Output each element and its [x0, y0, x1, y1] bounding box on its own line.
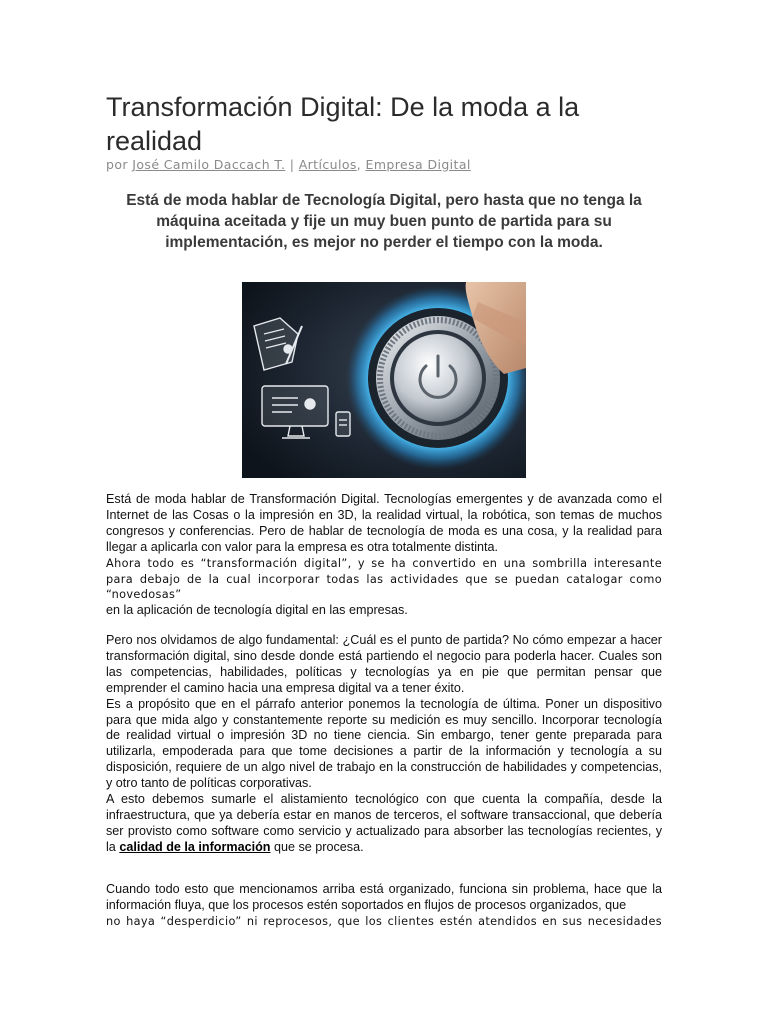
byline-separator: |	[285, 157, 299, 172]
paragraph-3-text: Cuando todo esto que mencionamos arriba está organizado, funciona sin problema, hace que la información fluya, que los procesos estén soportados en flujos de procesos organizados, que	[106, 882, 662, 912]
category-link-empresa-digital[interactable]: Empresa Digital	[365, 157, 471, 172]
paragraph-1-continuation: Ahora todo es “transformación digital”, y se ha convertido en una sombrilla interesante para debajo de la cual incorporar todas las actividades que se puedan catalogar como “novedosas”	[106, 556, 662, 602]
byline-prefix: por	[106, 157, 133, 172]
article-title: Transformación Digital: De la moda a la realidad	[106, 92, 580, 156]
paragraph-2-text-2: Es a propósito que en el párrafo anterior ponemos la tecnología de última. Poner un dispositivo para que mida algo y constantemente reporte su medición es muy sencillo. Incorporar tecnología de realidad virtual o impresión 3D no tiene ciencia. Sin embargo, tener gente preparada para utilizarla, empoderada para que tome decisiones a partir de la información y tecnología a su disposición, requiere de un algo nivel de trabajo en la construcción de habilidades y competencias, y otro tanto de políticas corporativas.	[106, 696, 662, 791]
paragraph-block-3	[106, 882, 662, 930]
hero-image	[242, 282, 526, 478]
paragraph-1-end: en la aplicación de tecnología digital en las empresas.	[106, 603, 408, 618]
paragraph-3-continuation: no haya “desperdicio” ni reprocesos, que los clientes estén atendidos en sus necesidades	[106, 914, 662, 928]
paragraph-2-text-3-end: que se procesa.	[270, 839, 364, 854]
lead-paragraph: Está de moda hablar de Tecnología Digital, pero hasta que no tenga la máquina aceitada y fije un muy buen punto de partida para su implementación, es mejor no perder el tiempo con la moda.	[126, 192, 642, 251]
phone-icon	[336, 412, 350, 436]
paragraph-1-text: Está de moda hablar de Transformación Digital. Tecnologías emergentes y de avanzada como el Internet de las Cosas o la impresión en 3D, la realidad virtual, la robótica, son temas de muchos congresos y conferencias. Pero de hablar de tecnología de moda es una cosa, y la realidad para llegar a aplicarla con valor para la empresa es otra totalmente distinta.	[106, 492, 662, 554]
paragraph-2-text-3	[106, 792, 662, 856]
paragraph-block-1	[106, 492, 662, 619]
paragraph-block-2	[106, 633, 662, 856]
paragraph-2-text-3-start: A esto debemos sumarle el alistamiento tecnológico con que cuenta la compañía, desde la infraestructura, que ya debería estar en manos de terceros, el software transaccional, que debería ser provisto como software como servicio y actualizado para absorber las tecnologías recientes, y la	[106, 792, 662, 854]
information-quality-link[interactable]: calidad de la información	[119, 839, 271, 854]
byline	[106, 157, 471, 172]
byline-comma: ,	[356, 157, 366, 172]
category-link-articulos[interactable]: Artículos	[298, 157, 357, 172]
author-link[interactable]: José Camilo Daccach T.	[132, 157, 286, 172]
paragraph-2-text-1: Pero nos olvidamos de algo fundamental: ¿Cuál es el punto de partida? No cómo empezar a hacer transformación digital, sino desde donde está partiendo el negocio para poderla hacer. Cuales son las competencias, habilidades, políticas y tecnologías ya en pie que permitan pensar que emprender el camino hacia una empresa digital va a tener éxito.	[106, 633, 662, 695]
